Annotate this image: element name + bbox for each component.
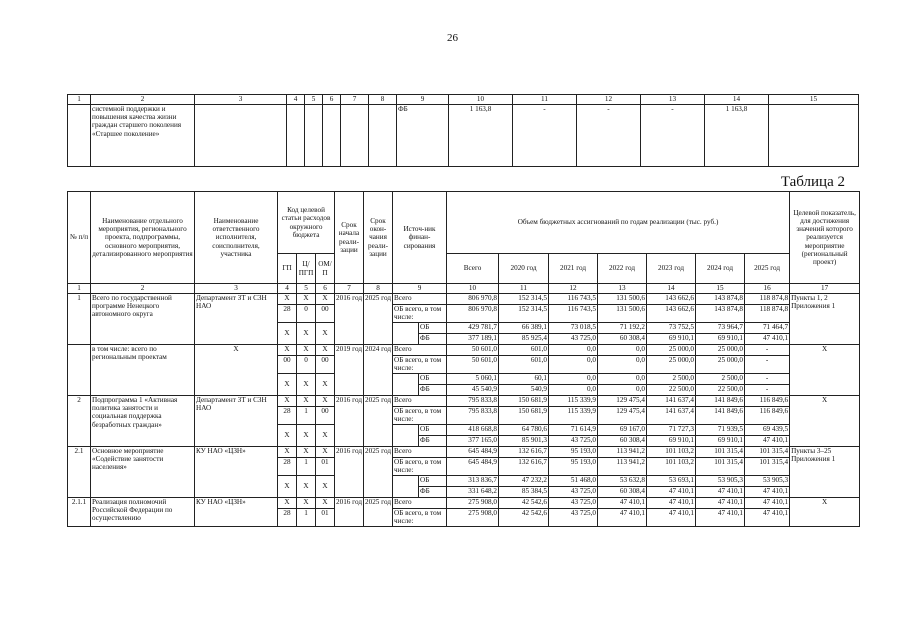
row-end: 2025 год xyxy=(364,294,393,345)
value-cell: 0,0 xyxy=(549,356,598,374)
value-cell: 5 060,1 xyxy=(447,374,499,385)
row-name: Подпрограмма 1 «Активная политика занятости и социальная поддержка безработных граждан» xyxy=(91,396,195,447)
table-title: Таблица 2 xyxy=(780,174,845,190)
header-code-gp: ГП xyxy=(278,254,297,284)
table-row xyxy=(68,396,860,407)
value-cell: 22 500,0 xyxy=(647,385,696,396)
value-cell: 43 725,0 xyxy=(549,498,598,509)
col-number: 16 xyxy=(745,284,790,294)
row-target: Пункты 3–25 Приложения 1 xyxy=(790,447,860,498)
value-cell: 116 849,6 xyxy=(745,407,790,425)
value-cell: 150 681,9 xyxy=(499,396,549,407)
code-cell: 1 xyxy=(297,458,316,476)
row-name: Всего по государственной программе Ненецкого автономного округа xyxy=(91,294,195,345)
header-source: Источ-ник финан-сирования xyxy=(393,192,447,284)
col-number: 9 xyxy=(393,284,447,294)
value-cell: 115 339,9 xyxy=(549,407,598,425)
col-number: 11 xyxy=(499,284,549,294)
value-cell: 152 314,5 xyxy=(499,305,549,323)
value-cell: 71 192,2 xyxy=(598,323,647,334)
value-cell: 60,1 xyxy=(499,374,549,385)
source-indent xyxy=(393,323,419,345)
header-start: Срок начала реали-зации xyxy=(335,192,364,284)
row-target: Пункты 1, 2 Приложения 1 xyxy=(790,294,860,345)
budget-table xyxy=(67,191,860,527)
header-code-pgp: Ц/ПГП xyxy=(297,254,316,284)
value-cell: 143 874,8 xyxy=(696,294,745,305)
row-number: 2.1 xyxy=(68,447,91,498)
value-cell: 71 939,5 xyxy=(696,425,745,436)
value-cell: 101 315,4 xyxy=(696,458,745,476)
value-cell: 132 616,7 xyxy=(499,458,549,476)
table-row xyxy=(68,498,860,509)
col-number: 3 xyxy=(195,284,278,294)
value-cell: 64 780,6 xyxy=(499,425,549,436)
cont-total: 1 163,8 xyxy=(449,105,513,167)
col-number: 14 xyxy=(705,95,769,105)
value-cell: 141 637,4 xyxy=(647,396,696,407)
row-start: 2019 год xyxy=(335,345,364,396)
value-cell: 47 410,1 xyxy=(598,498,647,509)
header-year: 2020 год xyxy=(499,254,549,284)
value-cell: 85 384,5 xyxy=(499,487,549,498)
value-cell: 0,0 xyxy=(598,356,647,374)
cont-source: ФБ xyxy=(397,105,449,167)
row-number: 2 xyxy=(68,396,91,447)
row-source: Всего xyxy=(393,396,447,407)
row-source: ОБ xyxy=(419,323,447,334)
col-number: 7 xyxy=(341,95,369,105)
col-number: 5 xyxy=(297,284,316,294)
value-cell: 53 905,3 xyxy=(745,476,790,487)
value-cell: 131 500,6 xyxy=(598,305,647,323)
value-cell: 47 410,1 xyxy=(647,509,696,527)
value-cell: 25 000,0 xyxy=(647,356,696,374)
row-name: Реализация полномочий Российской Федерации по осуществлению xyxy=(91,498,195,527)
value-cell: 645 484,9 xyxy=(447,447,499,458)
value-cell: 313 836,7 xyxy=(447,476,499,487)
value-cell: 331 648,2 xyxy=(447,487,499,498)
value-cell: 275 908,0 xyxy=(447,498,499,509)
value-cell: 47 410,1 xyxy=(647,487,696,498)
row-source: ОБ всего, в том числе: xyxy=(393,305,447,323)
table-row xyxy=(68,447,860,458)
row-source: ОБ xyxy=(419,374,447,385)
value-cell: 601,0 xyxy=(499,345,549,356)
value-cell: 85 925,4 xyxy=(499,334,549,345)
value-cell: 141 849,6 xyxy=(696,396,745,407)
col-number: 15 xyxy=(696,284,745,294)
code-cell: 28 xyxy=(278,509,297,527)
value-cell: 101 315,4 xyxy=(745,447,790,458)
row-source: ФБ xyxy=(419,385,447,396)
header-year: 2021 год xyxy=(549,254,598,284)
header-end: Срок окон-чания реали-зации xyxy=(364,192,393,284)
row-executor: X xyxy=(195,345,278,396)
value-cell: 45 540,9 xyxy=(447,385,499,396)
value-cell: 47 410,1 xyxy=(598,509,647,527)
row-start: 2016 год xyxy=(335,294,364,345)
code-cell: X xyxy=(316,498,335,509)
value-cell: 129 475,4 xyxy=(598,396,647,407)
code-cell: 28 xyxy=(278,305,297,323)
value-cell: 377 165,0 xyxy=(447,436,499,447)
source-indent xyxy=(393,476,419,498)
value-cell: 47 410,1 xyxy=(696,509,745,527)
value-cell: 116 743,5 xyxy=(549,305,598,323)
row-start: 2016 год xyxy=(335,396,364,447)
col-number: 8 xyxy=(364,284,393,294)
code-cell: X xyxy=(278,323,297,345)
continuation-table xyxy=(67,94,859,167)
row-start: 2016 год xyxy=(335,498,364,527)
value-cell: 66 389,1 xyxy=(499,323,549,334)
value-cell: 152 314,5 xyxy=(499,294,549,305)
header-year: 2023 год xyxy=(647,254,696,284)
row-end: 2025 год xyxy=(364,396,393,447)
value-cell: 73 752,5 xyxy=(647,323,696,334)
value-cell: 60 308,4 xyxy=(598,436,647,447)
value-cell: 141 637,4 xyxy=(647,407,696,425)
col-number: 12 xyxy=(549,284,598,294)
row-source: ФБ xyxy=(419,436,447,447)
value-cell: 47 232,2 xyxy=(499,476,549,487)
value-cell: 806 970,8 xyxy=(447,294,499,305)
code-cell: X xyxy=(297,345,316,356)
col-number: 6 xyxy=(316,284,335,294)
code-cell: X xyxy=(316,294,335,305)
row-name: Основное мероприятие «Содействие занятости населения» xyxy=(91,447,195,498)
value-cell: 47 410,1 xyxy=(696,498,745,509)
code-cell: X xyxy=(278,294,297,305)
value-cell: 116 849,6 xyxy=(745,396,790,407)
value-cell: - xyxy=(745,345,790,356)
value-cell: 0,0 xyxy=(598,345,647,356)
header-executor: Наименование ответственного исполнителя, соисполнителя, участника xyxy=(195,192,278,284)
row-number xyxy=(68,345,91,396)
table-row xyxy=(68,294,860,305)
page-number: 26 xyxy=(447,32,458,44)
header-total: Всего xyxy=(447,254,499,284)
value-cell: 118 874,8 xyxy=(745,305,790,323)
value-cell: 47 410,1 xyxy=(745,487,790,498)
col-number: 4 xyxy=(287,95,305,105)
value-cell: 53 905,3 xyxy=(696,476,745,487)
value-cell: - xyxy=(745,385,790,396)
col-number: 2 xyxy=(91,284,195,294)
value-cell: 71 614,9 xyxy=(549,425,598,436)
value-cell: 53 632,8 xyxy=(598,476,647,487)
header-volume: Объем бюджетных ассигнований по годам реализации (тыс. руб.) xyxy=(447,192,790,254)
col-number: 7 xyxy=(335,284,364,294)
col-number: 15 xyxy=(769,95,859,105)
code-cell: 00 xyxy=(316,356,335,374)
col-number: 5 xyxy=(305,95,323,105)
col-number: 10 xyxy=(449,95,513,105)
code-cell: X xyxy=(316,447,335,458)
value-cell: 601,0 xyxy=(499,356,549,374)
source-indent xyxy=(393,374,419,396)
header-target: Целевой показатель, для достижения значений которого реализуется мероприятие (региональный проект) xyxy=(790,192,860,284)
value-cell: 51 468,0 xyxy=(549,476,598,487)
code-cell: X xyxy=(278,476,297,498)
value-cell: 47 410,1 xyxy=(745,436,790,447)
value-cell: 143 662,6 xyxy=(647,294,696,305)
value-cell: 141 849,6 xyxy=(696,407,745,425)
value-cell: 22 500,0 xyxy=(696,385,745,396)
row-source: Всего xyxy=(393,447,447,458)
value-cell: 50 601,0 xyxy=(447,345,499,356)
value-cell: 85 901,3 xyxy=(499,436,549,447)
code-cell: X xyxy=(297,498,316,509)
code-cell: X xyxy=(278,374,297,396)
code-cell: 00 xyxy=(278,356,297,374)
col-number: 8 xyxy=(369,95,397,105)
value-cell: 2 500,0 xyxy=(647,374,696,385)
code-cell: X xyxy=(278,447,297,458)
code-cell: 0 xyxy=(297,305,316,323)
row-end: 2025 год xyxy=(364,498,393,527)
code-cell: 0 xyxy=(297,356,316,374)
value-cell: 71 727,3 xyxy=(647,425,696,436)
row-source: Всего xyxy=(393,345,447,356)
value-cell: 25 000,0 xyxy=(696,345,745,356)
code-cell: 01 xyxy=(316,509,335,527)
value-cell: 795 833,8 xyxy=(447,396,499,407)
row-end: 2024 год xyxy=(364,345,393,396)
row-source: ОБ всего, в том числе: xyxy=(393,407,447,425)
col-number: 1 xyxy=(68,284,91,294)
header-num: № п/п xyxy=(68,192,91,284)
value-cell: 73 018,5 xyxy=(549,323,598,334)
value-cell: 377 189,1 xyxy=(447,334,499,345)
value-cell: - xyxy=(745,374,790,385)
value-cell: 69 439,5 xyxy=(745,425,790,436)
code-cell: X xyxy=(316,323,335,345)
value-cell: 275 908,0 xyxy=(447,509,499,527)
code-cell: 00 xyxy=(316,305,335,323)
value-cell: 47 410,1 xyxy=(745,509,790,527)
row-executor: КУ НАО «ЦЗН» xyxy=(195,498,278,527)
value-cell: 116 743,5 xyxy=(549,294,598,305)
col-number: 10 xyxy=(447,284,499,294)
row-source: ОБ xyxy=(419,425,447,436)
value-cell: 115 339,9 xyxy=(549,396,598,407)
col-number: 3 xyxy=(195,95,287,105)
value-cell: 47 410,1 xyxy=(745,334,790,345)
row-source: ОБ xyxy=(419,476,447,487)
value-cell: 540,9 xyxy=(499,385,549,396)
row-target: X xyxy=(790,396,860,447)
code-cell: 1 xyxy=(297,407,316,425)
value-cell: 113 941,2 xyxy=(598,447,647,458)
continuation-col-numbers xyxy=(68,95,859,105)
value-cell: 69 910,1 xyxy=(647,334,696,345)
value-cell: 0,0 xyxy=(598,385,647,396)
row-number: 1 xyxy=(68,294,91,345)
row-source: ФБ xyxy=(419,487,447,498)
value-cell: 73 964,7 xyxy=(696,323,745,334)
value-cell: 131 500,6 xyxy=(598,294,647,305)
value-cell: 118 874,8 xyxy=(745,294,790,305)
col-number: 1 xyxy=(68,95,91,105)
code-cell: X xyxy=(278,396,297,407)
value-cell: 42 542,6 xyxy=(499,498,549,509)
value-cell: 95 193,0 xyxy=(549,458,598,476)
value-cell: 0,0 xyxy=(598,374,647,385)
row-source: ОБ всего, в том числе: xyxy=(393,356,447,374)
code-cell: X xyxy=(297,425,316,447)
row-executor: Департамент ЗТ и СЗН НАО xyxy=(195,396,278,447)
row-start: 2016 год xyxy=(335,447,364,498)
code-cell: X xyxy=(297,323,316,345)
col-number: 9 xyxy=(397,95,449,105)
value-cell: 43 725,0 xyxy=(549,334,598,345)
value-cell: 101 315,4 xyxy=(696,447,745,458)
row-executor: Департамент ЗТ и СЗН НАО xyxy=(195,294,278,345)
value-cell: 69 910,1 xyxy=(696,334,745,345)
header-year: 2025 год xyxy=(745,254,790,284)
value-cell: 143 662,6 xyxy=(647,305,696,323)
cont-2022: - xyxy=(641,105,705,167)
value-cell: 0,0 xyxy=(549,385,598,396)
header-year: 2022 год xyxy=(598,254,647,284)
header-name: Наименование отдельного мероприятия, регионального проекта, подпрограммы, основного мероприятия, детализированного мероприятия xyxy=(91,192,195,284)
code-cell: X xyxy=(278,498,297,509)
row-number: 2.1.1 xyxy=(68,498,91,527)
value-cell: 645 484,9 xyxy=(447,458,499,476)
col-number: 6 xyxy=(323,95,341,105)
code-cell: 1 xyxy=(297,509,316,527)
value-cell: - xyxy=(745,356,790,374)
row-source: Всего xyxy=(393,498,447,509)
value-cell: 113 941,2 xyxy=(598,458,647,476)
value-cell: 47 410,1 xyxy=(696,487,745,498)
code-cell: X xyxy=(297,374,316,396)
value-cell: 0,0 xyxy=(549,374,598,385)
value-cell: 795 833,8 xyxy=(447,407,499,425)
row-name: в том числе: всего по региональным проектам xyxy=(91,345,195,396)
value-cell: 95 193,0 xyxy=(549,447,598,458)
value-cell: 101 315,4 xyxy=(745,458,790,476)
value-cell: 43 725,0 xyxy=(549,436,598,447)
value-cell: 71 464,7 xyxy=(745,323,790,334)
value-cell: 143 874,8 xyxy=(696,305,745,323)
value-cell: 47 410,1 xyxy=(745,498,790,509)
code-cell: 01 xyxy=(316,458,335,476)
value-cell: 53 693,1 xyxy=(647,476,696,487)
header-row-1 xyxy=(68,192,860,254)
row-target: X xyxy=(790,498,860,527)
code-cell: X xyxy=(278,345,297,356)
col-number: 4 xyxy=(278,284,297,294)
col-number: 17 xyxy=(790,284,860,294)
row-target: X xyxy=(790,345,860,396)
value-cell: 60 308,4 xyxy=(598,487,647,498)
col-number: 13 xyxy=(598,284,647,294)
value-cell: 69 167,0 xyxy=(598,425,647,436)
cont-2021: - xyxy=(577,105,641,167)
value-cell: 101 103,2 xyxy=(647,458,696,476)
value-cell: 129 475,4 xyxy=(598,407,647,425)
row-source: Всего xyxy=(393,294,447,305)
code-cell: X xyxy=(297,447,316,458)
value-cell: 806 970,8 xyxy=(447,305,499,323)
cont-2023: 1 163,8 xyxy=(705,105,769,167)
value-cell: 418 668,8 xyxy=(447,425,499,436)
value-cell: 0,0 xyxy=(549,345,598,356)
code-cell: X xyxy=(316,425,335,447)
header-code: Код целевой статьи расходов окружного бюджета xyxy=(278,192,335,254)
row-executor: КУ НАО «ЦЗН» xyxy=(195,447,278,498)
col-number: 11 xyxy=(513,95,577,105)
header-year: 2024 год xyxy=(696,254,745,284)
source-indent xyxy=(393,425,419,447)
row-source: ФБ xyxy=(419,334,447,345)
value-cell: 43 725,0 xyxy=(549,487,598,498)
value-cell: 2 500,0 xyxy=(696,374,745,385)
row-end: 2025 год xyxy=(364,447,393,498)
cont-name: системной поддержки и повышения качества жизни граждан старшего поколения «Старшее поколение» xyxy=(91,105,195,167)
value-cell: 50 601,0 xyxy=(447,356,499,374)
code-cell: X xyxy=(316,345,335,356)
value-cell: 101 103,2 xyxy=(647,447,696,458)
value-cell: 47 410,1 xyxy=(647,498,696,509)
code-cell: X xyxy=(316,476,335,498)
value-cell: 132 616,7 xyxy=(499,447,549,458)
value-cell: 429 781,7 xyxy=(447,323,499,334)
code-cell: X xyxy=(297,396,316,407)
header-code-om: ОМ/П xyxy=(316,254,335,284)
code-cell: 28 xyxy=(278,458,297,476)
table-row xyxy=(68,345,860,356)
code-cell: X xyxy=(297,294,316,305)
col-number: 13 xyxy=(641,95,705,105)
value-cell: 150 681,9 xyxy=(499,407,549,425)
value-cell: 60 308,4 xyxy=(598,334,647,345)
header-col-numbers xyxy=(68,284,860,294)
code-cell: X xyxy=(316,396,335,407)
value-cell: 25 000,0 xyxy=(647,345,696,356)
continuation-row xyxy=(68,105,859,167)
row-source: ОБ всего, в том числе: xyxy=(393,509,447,527)
col-number: 14 xyxy=(647,284,696,294)
code-cell: 00 xyxy=(316,407,335,425)
code-cell: X xyxy=(316,374,335,396)
col-number: 12 xyxy=(577,95,641,105)
value-cell: 69 910,1 xyxy=(647,436,696,447)
row-source: ОБ всего, в том числе: xyxy=(393,458,447,476)
code-cell: 28 xyxy=(278,407,297,425)
code-cell: X xyxy=(278,425,297,447)
code-cell: X xyxy=(297,476,316,498)
value-cell: 42 542,6 xyxy=(499,509,549,527)
value-cell: 69 910,1 xyxy=(696,436,745,447)
col-number: 2 xyxy=(91,95,195,105)
value-cell: 25 000,0 xyxy=(696,356,745,374)
value-cell: 43 725,0 xyxy=(549,509,598,527)
cont-2020: - xyxy=(513,105,577,167)
